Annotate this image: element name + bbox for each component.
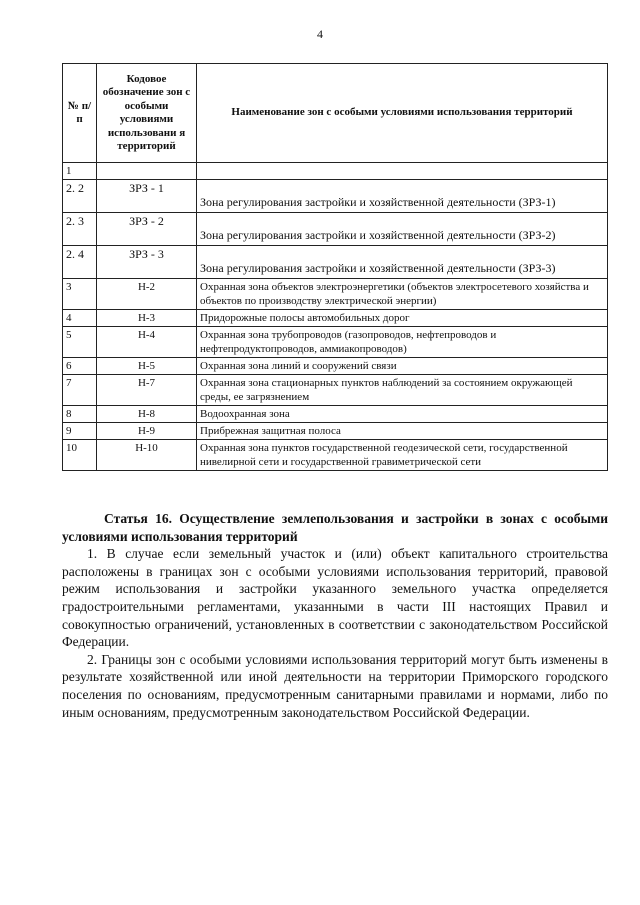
table-row [63,163,608,180]
row-num: 8 [63,406,97,423]
row-name: Охранная зона стационарных пунктов наблюдений за состоянием окружающей среды, ее загрязнением [197,375,608,406]
row-name: Зона регулирования застройки и хозяйственной деятельности (ЗРЗ-3) [197,246,608,279]
row-code: Н-5 [97,358,197,375]
row-code: Н-8 [97,406,197,423]
row-name: Зона регулирования застройки и хозяйственной деятельности (ЗРЗ-1) [197,180,608,213]
row-code: Н-3 [97,310,197,327]
row-name: Зона регулирования застройки и хозяйственной деятельности (ЗРЗ-2) [197,213,608,246]
table-row [63,246,608,279]
table-row [63,279,608,310]
table-header-row [63,64,608,163]
page-number: 4 [317,27,323,41]
row-code: Н-7 [97,375,197,406]
article-heading: Статья 16. Осуществление землепользования и застройки в зонах с особыми условиями использования территорий [62,511,608,544]
row-code: Н-10 [97,440,197,471]
table-row [63,213,608,246]
row-name: Охранная зона трубопроводов (газопроводов, нефтепроводов и нефтепродуктопроводов, аммиакопроводов) [197,327,608,358]
row-num: 10 [63,440,97,471]
article-paragraph: 2. Границы зон с особыми условиями использования территорий могут быть изменены в результате хозяйственной или иной деятельности на территории Приморского городского поселения по основаниям, предусмотренным санитарными правилами и нормами, либо по иным основаниям, предусмотренным законодательством Российской Федерации. [62,651,608,720]
table-row [63,310,608,327]
row-num: 2. 3 [63,213,97,246]
row-name: Придорожные полосы автомобильных дорог [197,310,608,327]
row-num: 1 [63,163,97,180]
row-num: 2. 2 [63,180,97,213]
row-num: 4 [63,310,97,327]
row-code: Н-4 [97,327,197,358]
article-section [62,510,608,721]
row-name [197,163,608,180]
row-name: Охранная зона объектов электроэнергетики (объектов электросетевого хозяйства и объектов по производству электрической энергии) [197,279,608,310]
table-row [63,327,608,358]
row-name: Охранная зона линий и сооружений связи [197,358,608,375]
table-row [63,358,608,375]
table-row [63,440,608,471]
header-code: Кодовое обозначение зон с особыми условиями использовани я территорий [97,64,197,163]
table-row [63,423,608,440]
row-code: Н-2 [97,279,197,310]
row-name: Охранная зона пунктов государственной геодезической сети, государственной нивелирной сети и государственной гравиметрической сети [197,440,608,471]
table-row [63,180,608,213]
row-name: Водоохранная зона [197,406,608,423]
zones-table [62,63,608,471]
header-name: Наименование зон с особыми условиями использования территорий [197,64,608,163]
row-code: Н-9 [97,423,197,440]
row-code: ЗРЗ - 2 [97,213,197,246]
row-code [97,163,197,180]
row-code: ЗРЗ - 1 [97,180,197,213]
article-paragraph: 1. В случае если земельный участок и (или) объект капитального строительства расположены в границах зон с особыми условиями использования территорий, правовой режим использования и застройки указанного земельного участка определяется градостроительными регламентами, указанными в части III настоящих Правил и совокупностью ограничений, установленных в соответствии с законодательством Российской Федерации. [62,546,608,650]
row-code: ЗРЗ - 3 [97,246,197,279]
row-num: 3 [63,279,97,310]
header-num: № п/п [63,64,97,163]
row-num: 7 [63,375,97,406]
row-num: 9 [63,423,97,440]
row-num: 5 [63,327,97,358]
row-num: 6 [63,358,97,375]
row-name: Прибрежная защитная полоса [197,423,608,440]
table-row [63,375,608,406]
row-num: 2. 4 [63,246,97,279]
table-row [63,406,608,423]
